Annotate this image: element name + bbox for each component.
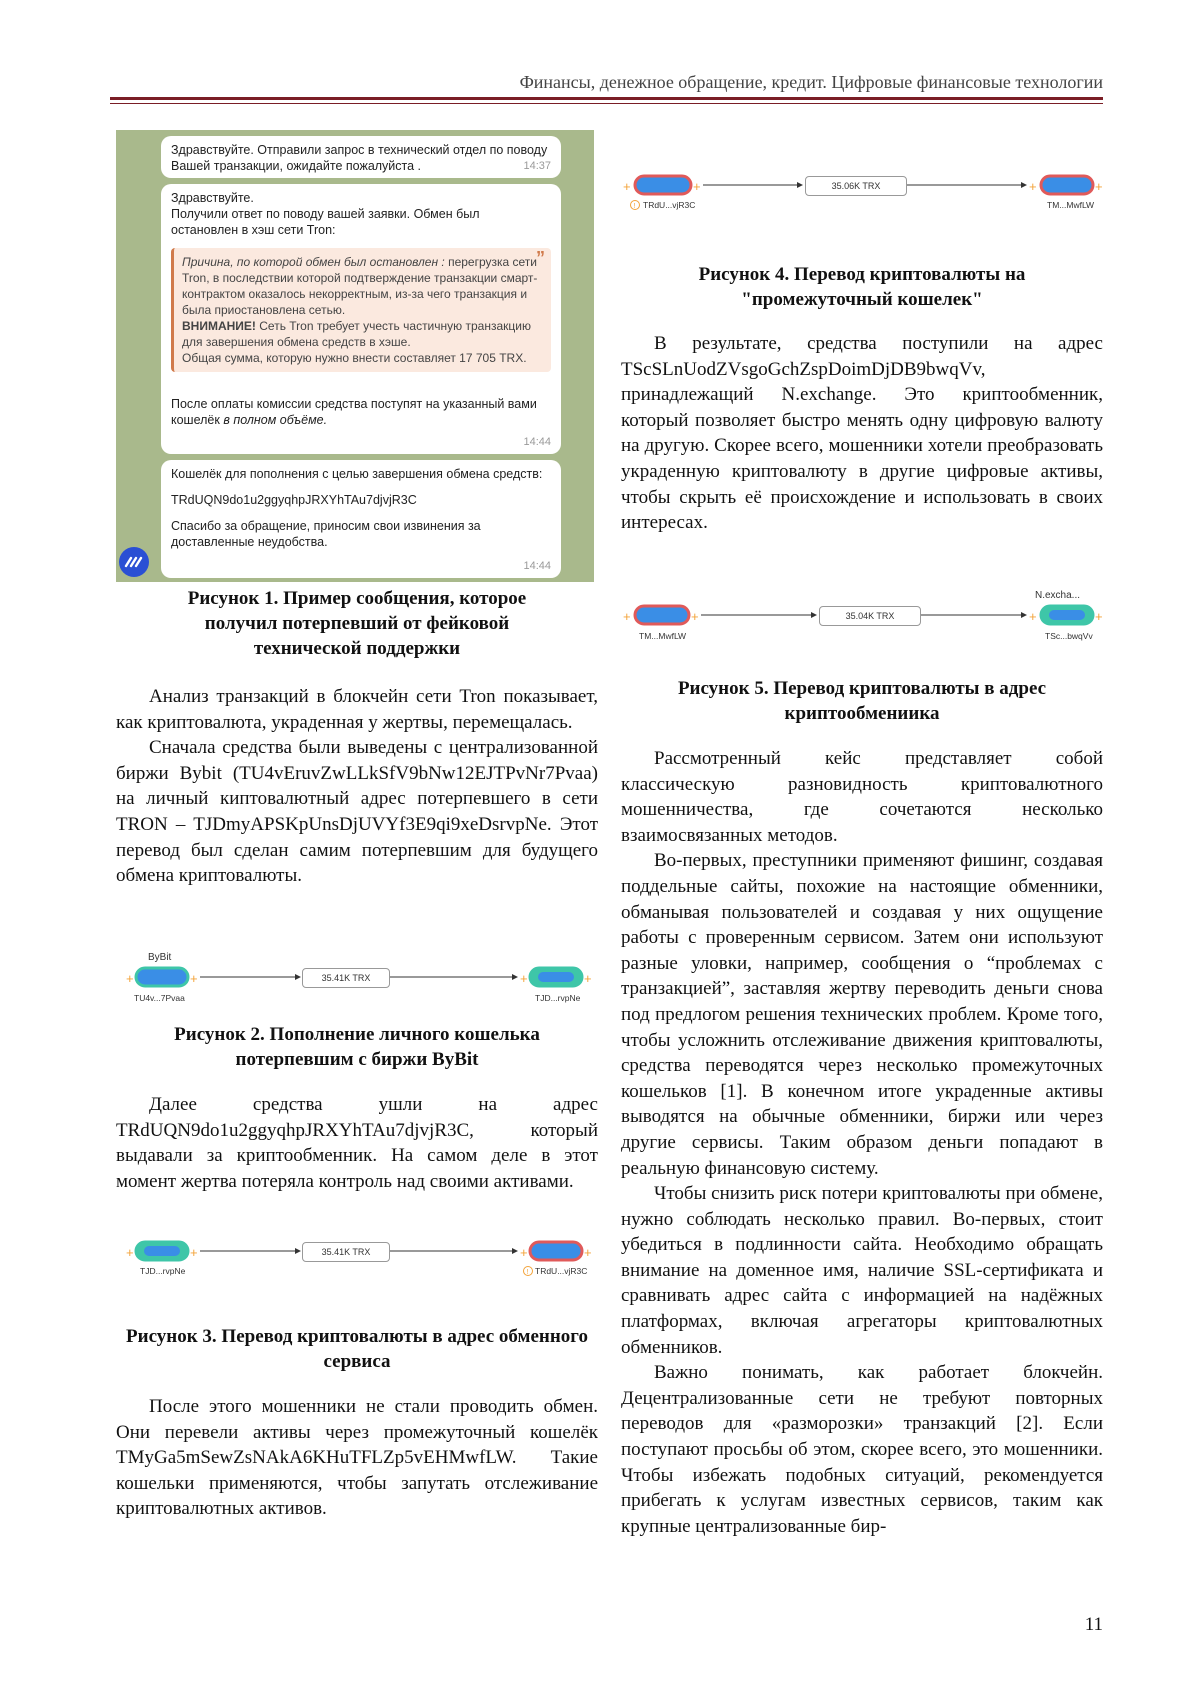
chat-message-1 [161, 136, 561, 178]
chat-message-1-time: 14:37 [523, 160, 551, 172]
fig3-from-node-core [144, 1246, 180, 1256]
fig2-plus-mid2: + [520, 971, 528, 986]
quote-reason-text: перегрузка сети Tron, в последствии которой подтверждение транзакции смарт-контрактом оказалось некорректным, из-за чего транзакция и была приостановлена сетью. [182, 255, 538, 317]
fig5-plus-right: + [1095, 609, 1103, 624]
fig2-amount: 35.41K TRX [302, 968, 390, 988]
chat-message-2-time: 14:44 [523, 436, 551, 448]
fig3-plus-right: + [584, 1245, 592, 1260]
fig4-warning-mark: ! [633, 203, 636, 210]
figure-2-caption: Рисунок 2. Пополнение личного кошелька потерпевшим с биржи ByBit [174, 1024, 540, 1070]
paragraph-analysis: Анализ транзакций в блокчейн сети Tron показывает, как криптовалюта, украденная у жертвы, перемещалась. [116, 686, 598, 733]
quote-sum: Общая сумма, которую нужно внести составляет 17 705 TRX. [182, 351, 527, 365]
chat-screenshot [116, 130, 594, 582]
fig4-arrow-2-head [1021, 182, 1027, 188]
chat-message-3 [161, 460, 561, 578]
figure-2-diagram [120, 952, 590, 1016]
chat-message-2-line-2: Получили ответ по поводу вашей заявки. Обмен был [171, 207, 480, 221]
chat-message-2-after-1: После оплаты комиссии средства поступят на указанный вами [171, 397, 537, 411]
avatar [119, 547, 149, 577]
fig5-amount: 35.04K TRX [819, 606, 921, 626]
chat-message-2-after-italic: в полном объёме. [223, 413, 328, 427]
header-rule-thin [110, 103, 1103, 104]
chat-message-2-after-2 [171, 412, 551, 428]
chat-message-3-line-3: доставленные неудобства. [171, 535, 328, 549]
fig2-plus-right: + [584, 971, 592, 986]
fig2-plus-left: + [126, 971, 134, 986]
paragraph-intermediate: После этого мошенники не стали проводить обмен. Они перевели активы через промежуточный кошелёк TMyGa5mSewZsNAkA6KHuTFLZp5vEHMwfLW. Такие кошельки применяются, чтобы запутать отслеживание криптовалютных активов. [116, 1396, 598, 1520]
figure-1-caption: Рисунок 1. Пример сообщения, которое получил потерпевший от фейковой технической поддержки [187, 588, 527, 659]
chat-message-2 [161, 184, 561, 454]
chat-message-3-line-2: Спасибо за обращение, приносим свои извинения за [171, 519, 481, 533]
avatar-logo-icon [124, 556, 144, 568]
fig5-arrow-1-head [811, 612, 817, 618]
fig5-to-node-core [1049, 610, 1085, 620]
fig4-arrow-1-head [797, 182, 803, 188]
fig4-from-node [635, 176, 691, 194]
quote-warning-bold: ВНИМАНИЕ! [182, 319, 256, 333]
fig4-plus-mid1: + [693, 179, 701, 194]
fig2-plus-mid1: + [190, 971, 198, 986]
chat-message-2-line-1: Здравствуйте. [171, 191, 254, 205]
fig4-plus-right: + [1095, 179, 1103, 194]
fig3-plus-left: + [126, 1245, 134, 1260]
chat-message-3-time: 14:44 [523, 560, 551, 572]
paragraph-bybit: Сначала средства были выведены с централизованной биржи Bybit (TU4vEruvZwLLkSfV9bNw12EJTPvNr7Pvaa) на личный киптовалютный адрес потерпевшего в сети TRON – TJDmyAPSKpUnsDjUVYf3E9qi9xeDsrvpNe. Этот перевод был сделан самим потерпевшим для будущего обмена криптовалюты. [116, 737, 598, 887]
fig3-plus-mid1: + [190, 1245, 198, 1260]
quote-mark-icon: ” [536, 248, 545, 268]
fig5-from-node [635, 606, 689, 624]
quote-reason-italic: Причина, по которой обмен был остановлен : [182, 255, 445, 269]
chat-message-2-after-prefix: кошелёк [171, 413, 224, 427]
running-header: Финансы, денежное обращение, кредит. Цифровые финансовые технологии [519, 72, 1103, 92]
chat-message-1-line-2: Вашей транзакции, ожидайте пожалуйста . [171, 159, 422, 173]
fig3-plus-mid2: + [520, 1245, 528, 1260]
fig4-amount: 35.06K TRX [805, 176, 907, 196]
page-number: 11 [1084, 1614, 1103, 1635]
figure-3-caption: Рисунок 3. Перевод криптовалюты в адрес обменного сервиса [126, 1326, 588, 1372]
paragraph-case: Рассмотренный кейс представляет собой классическую разновидность криптовалютного мошенничества, где сочетаются несколько взаимосвязанных методов. [621, 748, 1103, 846]
chat-quote [171, 248, 551, 372]
figure-5-diagram [621, 590, 1103, 654]
fig5-from-label: TM...MwfLW [639, 631, 687, 641]
fig3-to-label: TRdU...vjR3C [535, 1266, 588, 1276]
fig5-plus-mid2: + [1029, 609, 1037, 624]
fig2-top-label: ByBit [148, 952, 172, 963]
figure-4-caption: Рисунок 4. Перевод криптовалюты на "промежуточный кошелек" [698, 264, 1026, 310]
chat-message-1-line-1: Здравствуйте. Отправили запрос в технический отдел по поводу [171, 143, 548, 157]
chat-message-2-line-3: остановлен в хэш сети Tron: [171, 223, 336, 237]
fig4-plus-left: + [623, 179, 631, 194]
fig5-to-label: TSc...bwqVv [1045, 631, 1093, 641]
fig4-from-label: TRdU...vjR3C [643, 200, 696, 210]
fig5-top-label: N.excha... [1035, 590, 1081, 601]
quote-warning-text: Сеть Tron требует учесть частичную транзакцию для завершения обмена средств в хэше. [182, 319, 531, 349]
paragraph-phishing: Во-первых, преступники применяют фишинг, создавая поддельные сайты, похожие на настоящие обменники, обманывая пользователей и создавая у них ощущение работы с проверенным сервисом. Затем они используют разные уловки, например, сообщения о “проблемах с транзакцией”, заставляя жертву переводить деньги снова под предлогом решения технических проблем. Кроме того, чтобы усложнить отслеживание движения криптовалюты, средства переводятся через несколько промежуточных кошельков [1]. В конечном итоге украденные активы выводятся на обычные обменники, биржи или через другие сервисы. Таким образом деньги попадают в реальную финансовую систему. [621, 850, 1103, 1179]
fig3-amount: 35.41K TRX [302, 1242, 390, 1262]
fig2-from-label: TU4v...7Pvaa [134, 993, 185, 1003]
chat-message-3-line-1: Кошелёк для пополнения с целью завершения обмена средств: [171, 467, 543, 481]
chat-wallet-address: TRdUQN9do1u2ggyqhpJRXYhTAu7djvjR3C [171, 493, 417, 507]
fig3-arrow-2-head [512, 1248, 518, 1254]
quote-reason [182, 254, 543, 318]
fig3-to-node [530, 1242, 582, 1260]
figure-5-caption: Рисунок 5. Перевод криптовалюты в адрес криптообмениика [677, 678, 1047, 724]
fig3-arrow-1-head [295, 1248, 301, 1254]
fig2-to-label: TJD...rvpNe [535, 993, 581, 1003]
fig4-to-label: TM...MwfLW [1047, 200, 1095, 210]
fig5-plus-mid1: + [691, 609, 699, 624]
fig2-arrow-1-head [295, 974, 301, 980]
quote-warning [182, 318, 543, 350]
paragraph-blockchain: Важно понимать, как работает блокчейн. Децентрализованные сети не требуют повторных переводов для «разморозки» транзакций [2]. Если поступают просьбы об этом, скорее всего, это мошенники. Чтобы избежать подобных ситуаций, рекомендуется прибегать к услугам известных сервисов, таким как крупные централизованные бир- [621, 1362, 1103, 1537]
fig5-plus-left: + [623, 609, 631, 624]
figure-4-diagram [621, 176, 1103, 240]
fig4-to-node [1041, 176, 1093, 194]
fig2-to-node-core [538, 972, 574, 982]
fig2-from-node [136, 968, 188, 986]
paragraph-transfer: Далее средства ушли на адрес TRdUQN9do1u2ggyqhpJRXYhTAu7djvjR3C, который выдавали за криптообменник. На самом деле в этот момент жертва потеряла контроль над своими активами. [116, 1094, 598, 1192]
paragraph-precautions: Чтобы снизить риск потери криптовалюты при обмене, нужно соблюдать несколько правил. Во-первых, стоит убедиться в подлинности сайта. Необходимо обращать внимание на доменное имя, наличие SSL-сертификата и сравнивать адрес сайта с информацией на надёжных платформах, включая агрегаторы криптовалютных обменников. [621, 1183, 1103, 1358]
fig2-arrow-2-head [512, 974, 518, 980]
fig3-warning-mark: ! [526, 1269, 529, 1276]
fig3-from-label: TJD...rvpNe [140, 1266, 186, 1276]
figure-3-diagram [120, 1242, 590, 1306]
fig4-plus-mid2: + [1029, 179, 1037, 194]
header-rule-thick [110, 97, 1103, 100]
paragraph-result: В результате, средства поступили на адрес TScSLnUodZVsgoGchZspDoimDjDB9bwqVv, принадлежащий N.exchange. Это криптообменник, который позволяет быстро менять одну цифровую валюту на другую. Скорее всего, мошенники хотели преобразовать украденную криптовалюту в другие цифровые активы, чтобы скрыть её происхождение и использовать в своих интересах. [621, 333, 1103, 534]
fig5-arrow-2-head [1021, 612, 1027, 618]
